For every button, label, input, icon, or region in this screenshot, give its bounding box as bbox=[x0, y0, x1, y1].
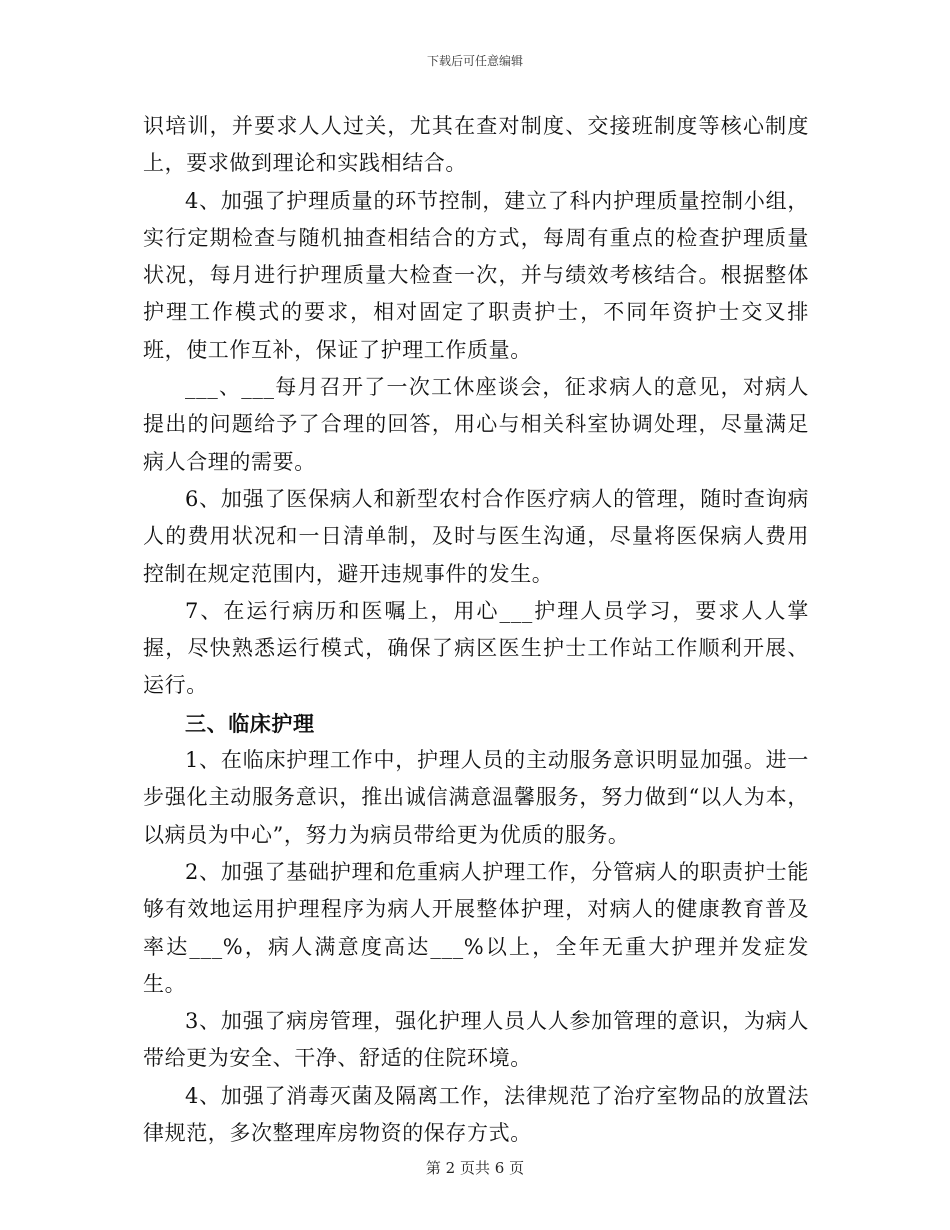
document-body bbox=[143, 108, 809, 1152]
paragraph-6: 1、在临床护理工作中，护理人员的主动服务意识明显加强。进一步强化主动服务意识，推出诚信满意温馨服务，努力做到“以人为本，以病员为中心”，努力为病员带给更为优质的服务。 bbox=[143, 748, 809, 847]
paragraph-8: 3、加强了病房管理，强化护理人员人人参加管理的意识，为病人带给更为安全、干净、舒适的住院环境。 bbox=[143, 1009, 809, 1071]
paragraph-7: 2、加强了基础护理和危重病人护理工作，分管病人的职责护士能够有效地运用护理程序为病人开展整体护理，对病人的健康教育普及率达___%，病人满意度高达___%以上，全年无重大护理并发症发生。 bbox=[143, 859, 809, 996]
page-header: 下载后可任意编辑 bbox=[426, 54, 523, 68]
paragraph-9: 4、加强了消毒灭菌及隔离工作，法律规范了治疗室物品的放置法律规范，多次整理库房物资的保存方式。 bbox=[143, 1083, 809, 1146]
paragraph-2: 4、加强了护理质量的环节控制，建立了科内护理质量控制小组，实行定期检查与随机抽查相结合的方式，每周有重点的检查护理质量状况，每月进行护理质量大检查一次，并与绩效考核结合。根据整体护理工作模式的要求，相对固定了职责护士，不同年资护士交叉排班，使工作互补，保证了护理工作质量。 bbox=[143, 188, 809, 362]
paragraph-1: 识培训，并要求人人过关，尤其在查对制度、交接班制度等核心制度上，要求做到理论和实践相结合。 bbox=[143, 114, 809, 176]
paragraph-3: ___、___每月召开了一次工休座谈会，征求病人的意见，对病人提出的问题给予了合理的回答，用心与相关科室协调处理，尽量满足病人合理的需要。 bbox=[143, 375, 809, 474]
page-footer: 第 2 页共 6 页 bbox=[425, 1159, 525, 1177]
paragraph-4: 6、加强了医保病人和新型农村合作医疗病人的管理，随时查询病人的费用状况和一日清单制，及时与医生沟通，尽量将医保病人费用控制在规定范围内，避开违规事件的发生。 bbox=[143, 486, 809, 586]
paragraph-5: 7、在运行病历和医嘱上，用心___护理人员学习，要求人人掌握，尽快熟悉运行模式，确保了病区医生护士工作站工作顺利开展、运行。 bbox=[143, 598, 809, 698]
section-heading: 三、临床护理 bbox=[185, 710, 315, 736]
